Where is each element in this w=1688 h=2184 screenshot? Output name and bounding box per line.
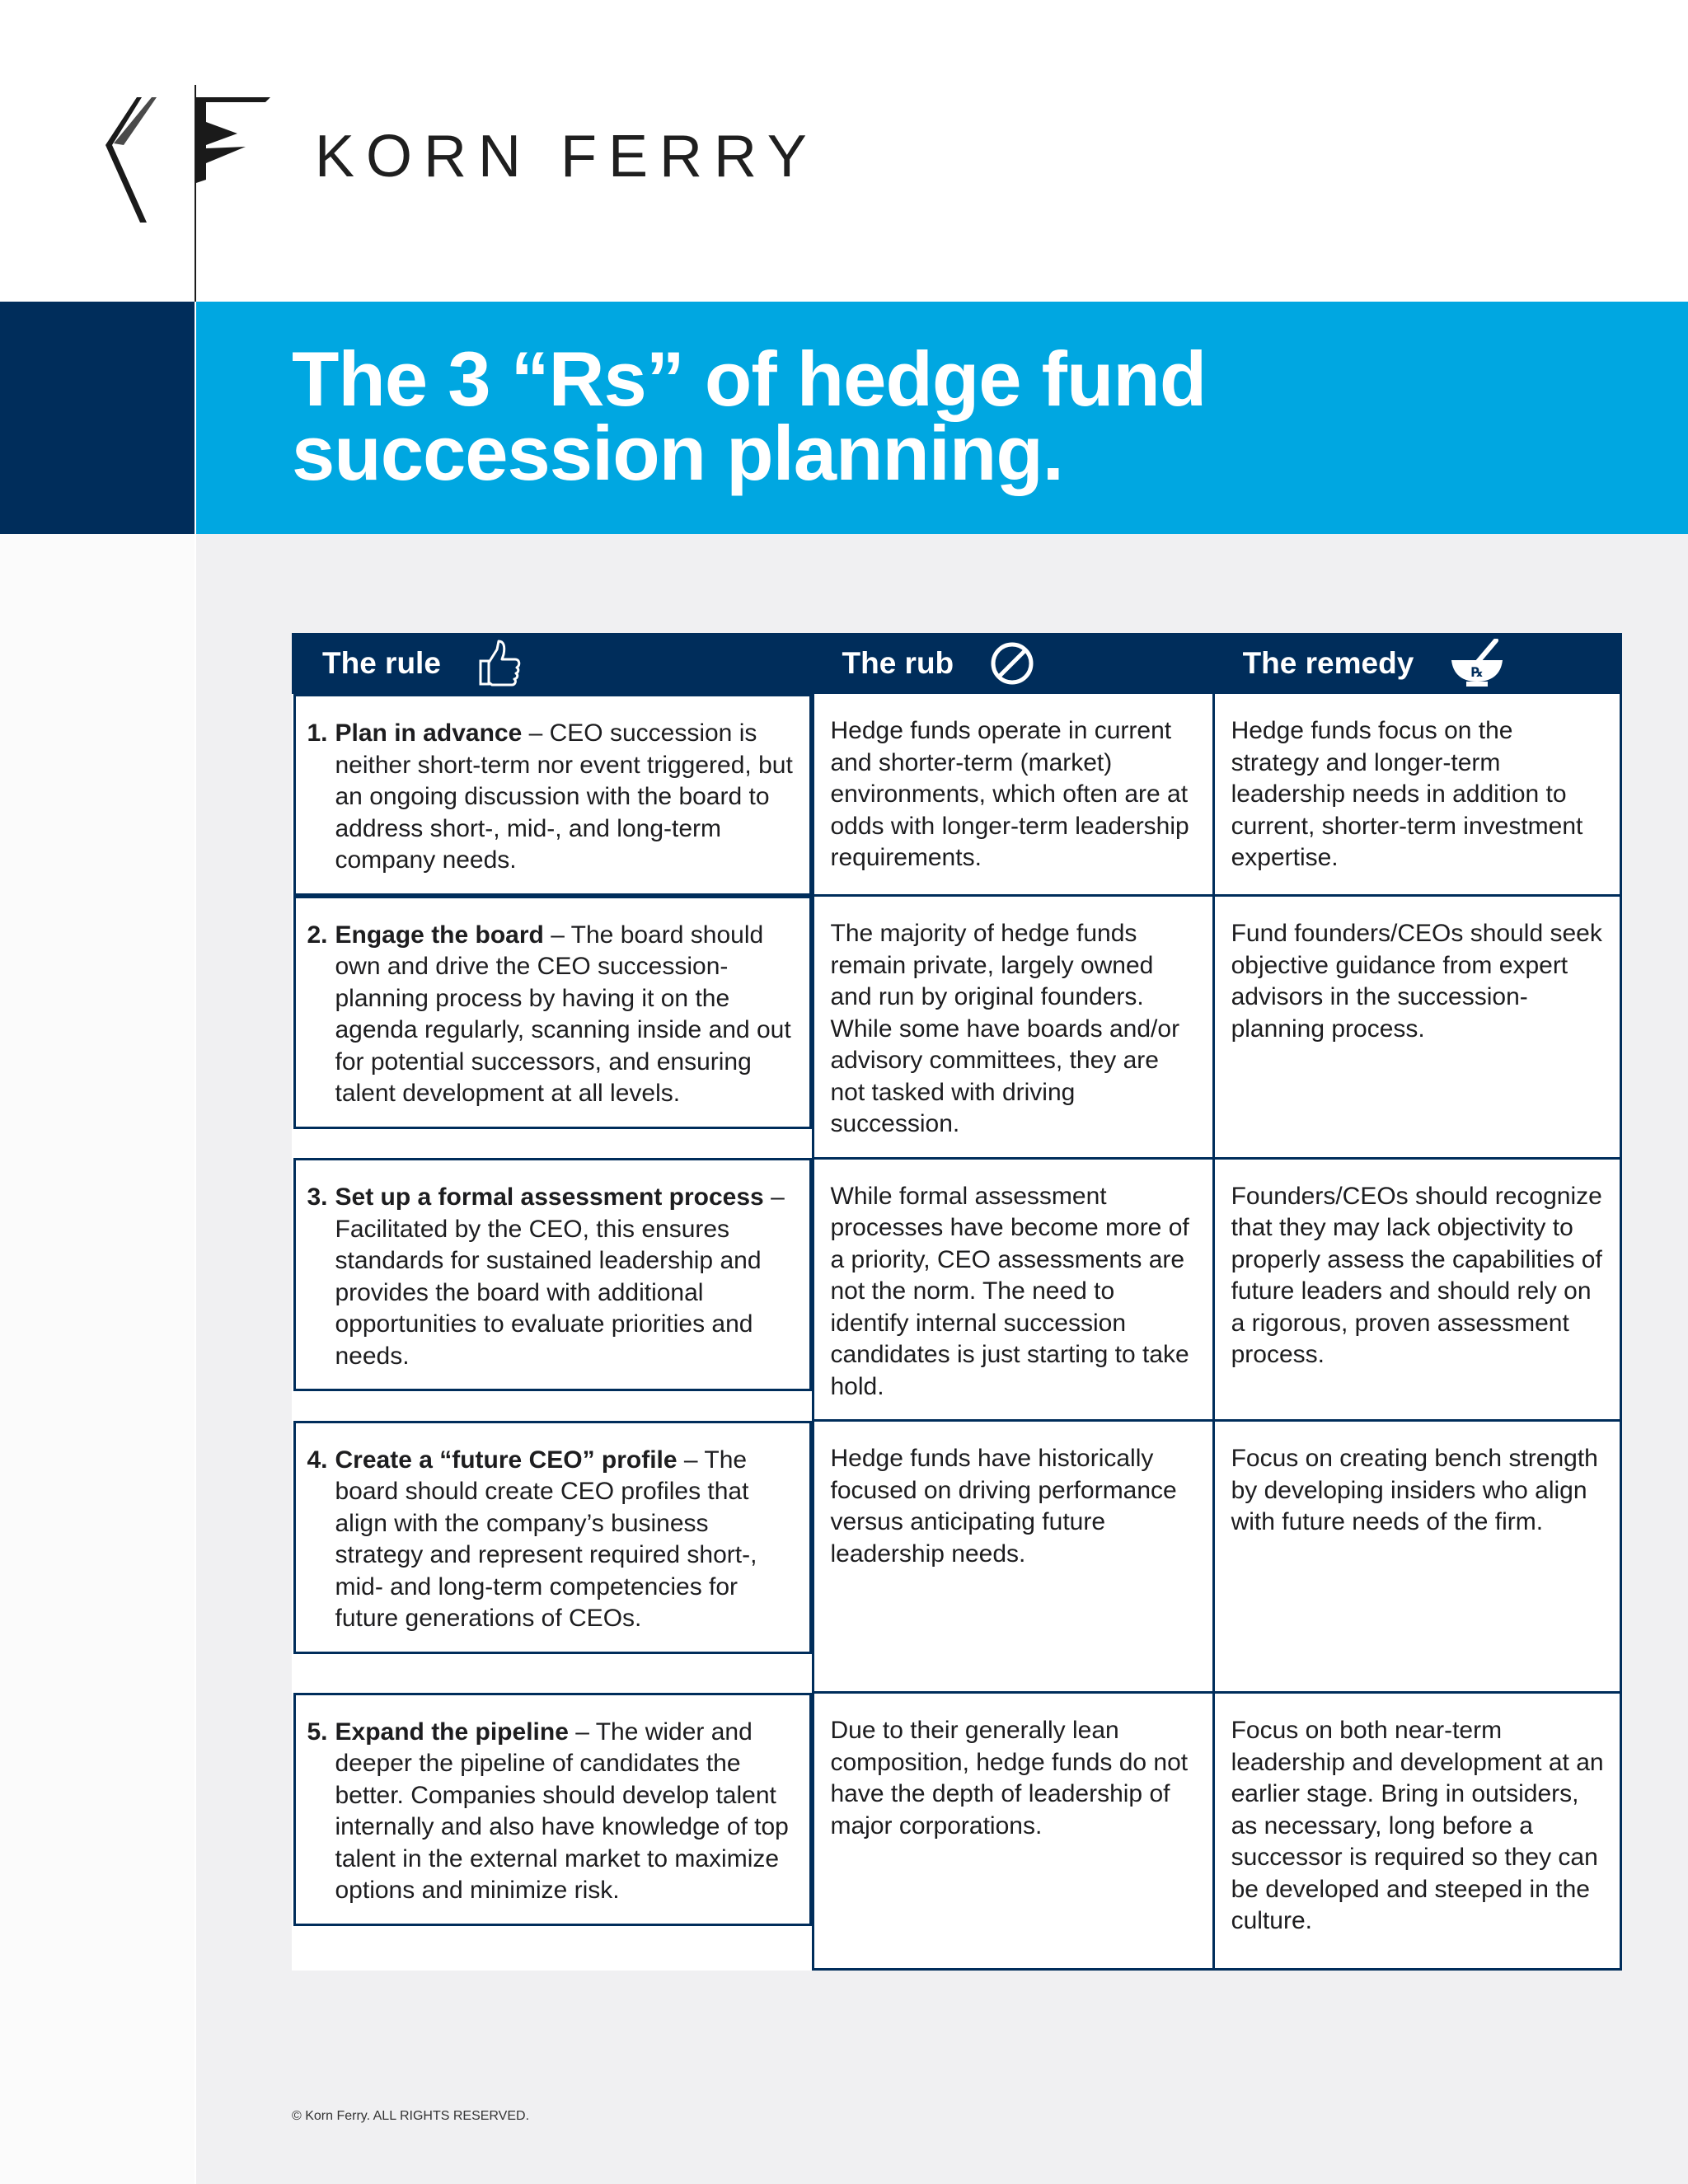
rule-title: Set up a formal assessment process xyxy=(335,1183,764,1211)
svg-text:℞: ℞ xyxy=(1471,664,1484,680)
rule-title: Create a “future CEO” profile xyxy=(335,1446,678,1474)
table-row xyxy=(293,1158,1621,1421)
table-row xyxy=(293,1421,1621,1693)
rub-cell: Hedge funds have historically focused on driving performance versus anticipating future leadership needs. xyxy=(813,1421,1213,1693)
page-title-line-1: The 3 “Rs” of hedge fund xyxy=(292,335,1207,422)
rule-description: – The board should create CEO profiles that align with the company’s business strategy and represent required short-, mid- and long-term competencies for future generations of CEOs. xyxy=(335,1446,757,1632)
rule-number: 1. xyxy=(307,719,328,747)
copyright-notice: © Korn Ferry. ALL RIGHTS RESERVED. xyxy=(292,2109,530,2123)
remedy-cell: Focus on both near-term leadership and development at an earlier stage. Bring in outsiders, as necessary, long before a successor is required so they can be developed and steeped in the culture. xyxy=(1213,1693,1620,1970)
remedy-cell: Fund founders/CEOs should seek objective guidance from expert advisors in the succession-planning process. xyxy=(1213,896,1620,1159)
rule-text xyxy=(335,1445,795,1635)
rule-text xyxy=(335,920,795,1110)
page-title xyxy=(292,335,1528,496)
page-title-line-2: succession planning. xyxy=(292,410,1063,496)
header-remedy-label: The remedy xyxy=(1242,646,1414,680)
rub-cell: While formal assessment processes have become more of a priority, CEO assessments are not the norm. The need to identify internal succession candidates is just starting to take hold. xyxy=(813,1158,1213,1421)
rule-title: Plan in advance xyxy=(335,719,523,747)
rule-title: Expand the pipeline xyxy=(335,1718,569,1746)
navy-accent-block xyxy=(0,302,195,534)
rule-cell xyxy=(293,1158,812,1391)
rule-cell xyxy=(293,1693,812,1926)
rule-cell xyxy=(293,896,812,1129)
mortar-pestle-icon xyxy=(1450,639,1504,688)
remedy-cell: Focus on creating bench strength by developing insiders who align with future needs of the firm. xyxy=(1213,1421,1620,1693)
rule-description: – Facilitated by the CEO, this ensures standards for sustained leadership and provides the board with additional opportunities to evaluate priorities and needs. xyxy=(335,1183,785,1370)
table-row xyxy=(293,896,1621,1159)
prohibited-icon xyxy=(990,641,1034,686)
header-rub xyxy=(813,635,1213,693)
rule-number: 4. xyxy=(307,1446,328,1474)
rule-description: – CEO succession is neither short-term nor event triggered, but an ongoing discussion with the board to address short-, mid-, and long-term company needs. xyxy=(335,719,793,874)
rule-cell xyxy=(293,694,812,896)
rule-title: Engage the board xyxy=(335,921,544,949)
rule-number: 5. xyxy=(307,1718,328,1746)
header-rule xyxy=(293,635,814,693)
rub-cell: Due to their generally lean composition, hedge funds do not have the depth of leadership of major corporations. xyxy=(813,1693,1213,1970)
header-rub-label: The rub xyxy=(842,646,954,680)
rub-cell: The majority of hedge funds remain private, largely owned and run by original founders. While some have boards and/or advisory committees, they are not tasked with driving succession. xyxy=(813,896,1213,1159)
rule-description: – The board should own and drive the CEO succession-planning process by having it on the agenda regularly, scanning inside and out for potential successors, and ensuring talent development at all levels. xyxy=(335,921,791,1107)
header-rule-label: The rule xyxy=(322,646,441,680)
rule-description: – The wider and deeper the pipeline of candidates the better. Companies should develop talent internally and also have knowledge of top talent in the external market to maximize options and minimize risk. xyxy=(335,1718,789,1904)
table-row xyxy=(293,693,1621,896)
table-header-row xyxy=(293,635,1621,693)
rub-cell: Hedge funds operate in current and shorter-term (market) environments, which often are at odds with longer-term leadership requirements. xyxy=(813,693,1213,896)
rule-cell xyxy=(293,1421,812,1654)
rule-text xyxy=(335,1717,795,1907)
rule-number: 2. xyxy=(307,921,328,949)
rule-text xyxy=(335,718,795,877)
korn-ferry-logo-icon xyxy=(106,97,279,226)
thumbs-up-icon xyxy=(477,640,522,687)
rules-table xyxy=(292,633,1622,1971)
remedy-cell: Founders/CEOs should recognize that they may lack objectivity to properly assess the capabilities of future leaders and should rely on a rigorous, proven assessment process. xyxy=(1213,1158,1620,1421)
rule-number: 3. xyxy=(307,1183,328,1211)
header-remedy xyxy=(1213,635,1620,693)
brand-name: KORN FERRY xyxy=(315,124,818,190)
rule-text xyxy=(335,1182,795,1372)
table-row xyxy=(293,1693,1621,1970)
remedy-cell: Hedge funds focus on the strategy and longer-term leadership needs in addition to current, shorter-term investment expertise. xyxy=(1213,693,1620,896)
